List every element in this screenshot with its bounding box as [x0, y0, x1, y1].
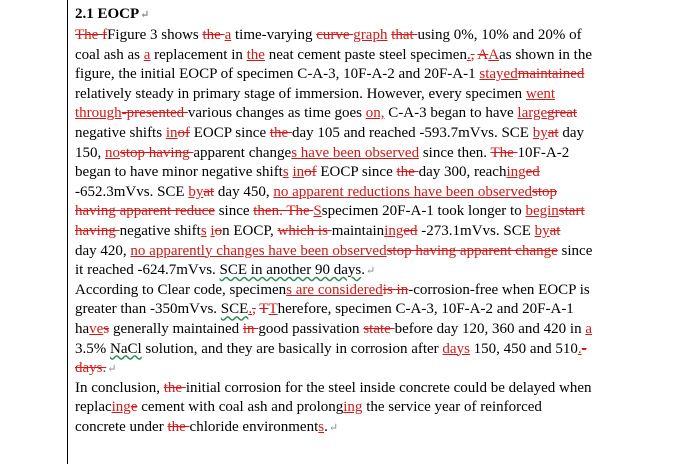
inserted-text: days	[442, 340, 470, 357]
section-heading-text: 2.1 EOCP	[75, 6, 140, 22]
text-line	[75, 26, 582, 45]
text-line	[75, 418, 338, 438]
inserted-text: T	[268, 301, 278, 318]
deleted-text: -	[581, 340, 587, 357]
text-line	[75, 144, 569, 163]
text-run: good passivation	[258, 321, 364, 337]
deleted-text: which is	[277, 223, 332, 239]
text-run: before day 120, 360 and 420 in	[394, 321, 586, 337]
text-run: generally maintained	[109, 321, 243, 337]
deleted-text: The	[490, 144, 518, 161]
deleted-text: in	[242, 321, 259, 337]
text-run: day 450,	[214, 183, 274, 200]
text-run: negative shifts	[75, 125, 166, 141]
text-run: apparent change	[193, 144, 292, 161]
inserted-text: .	[248, 301, 253, 318]
inserted-text: ve	[89, 321, 104, 337]
deleted-text: -presented	[121, 105, 188, 122]
text-run: EOCP since	[316, 164, 397, 181]
deleted-text: The f	[75, 27, 108, 43]
deleted-text: of	[177, 125, 190, 141]
text-run: 3.5%	[75, 340, 110, 357]
inserted-text: i	[210, 223, 215, 239]
deleted-text: e	[130, 399, 138, 416]
deleted-text: days.	[75, 360, 107, 377]
text-line	[75, 398, 542, 417]
text-line	[75, 242, 592, 261]
text-run: ha	[75, 321, 90, 337]
text-run: concrete under	[75, 419, 168, 435]
text-run: day	[558, 125, 584, 141]
deleted-text: T	[259, 301, 269, 318]
text-run: specimen 20F-A-1 took longer to	[321, 203, 526, 220]
inserted-text: .	[466, 46, 471, 63]
text-line	[75, 261, 375, 281]
text-line	[75, 85, 555, 104]
text-line	[75, 222, 560, 241]
inserted-text: by	[188, 183, 204, 200]
deleted-text: having apparent reduce	[75, 203, 215, 220]
deleted-text: stop	[532, 183, 558, 200]
text-line	[75, 124, 584, 143]
text-run: initial corrosion for the steel inside concrete could be delayed when	[185, 379, 592, 396]
inserted-text: in	[292, 164, 305, 181]
grammar-flagged-text: SCE in another 90 days	[219, 262, 362, 279]
text-run: .	[361, 262, 365, 279]
text-run: since then.	[419, 144, 491, 161]
inserted-text: ing	[343, 399, 363, 416]
deleted-text: ed	[525, 164, 540, 181]
inserted-text: .	[577, 340, 582, 357]
inserted-text: s have been observed	[291, 144, 420, 161]
deleted-text: curve	[316, 27, 354, 43]
text-line	[75, 65, 584, 84]
paragraph-mark-icon: ↵	[365, 265, 376, 278]
text-run: maintain	[331, 223, 385, 239]
text-run: time-varying	[231, 27, 317, 43]
inserted-text: by	[532, 125, 548, 141]
deleted-text: ed	[403, 223, 418, 239]
deleted-text: ,	[252, 301, 256, 318]
text-run: negative shift	[119, 223, 201, 239]
inserted-text: the	[246, 46, 265, 63]
text-run: C-A-3 began to have	[384, 105, 518, 122]
text-run: EOCP since	[190, 125, 270, 141]
deleted-text: stop having apparent change	[386, 242, 558, 259]
text-run: -652.3mVvs. SCE	[75, 183, 189, 200]
text-run: figure, the initial EOCP of specimen C-A-3, 10F-A-2 and 20F-A-1	[75, 66, 480, 83]
deleted-text: is in	[382, 281, 409, 298]
inserted-text: through	[75, 105, 122, 122]
text-run: -corrosion-free when EOCP is	[408, 281, 590, 298]
deleted-text: ,	[470, 46, 475, 63]
text-run: coal ash as	[75, 46, 144, 63]
deleted-text: A	[477, 46, 489, 63]
text-line	[75, 281, 590, 300]
text-run: replacement in	[150, 46, 247, 63]
text-run: Figure 3 shows	[107, 27, 203, 43]
text-run: day 300, reach	[418, 164, 507, 181]
text-run: chloride environment	[189, 419, 319, 435]
inserted-text: by	[534, 223, 550, 239]
text-line	[75, 340, 587, 359]
deleted-text: at	[549, 223, 561, 239]
text-run: using 0%, 10% and 20% of	[417, 27, 582, 43]
text-run: According to Clear code, specimen	[75, 281, 287, 298]
text-run: 150, 450 and 510	[469, 340, 578, 357]
inserted-text: s	[318, 419, 325, 435]
paragraph-mark-icon: ↵	[107, 363, 117, 376]
text-run: solution, and they are basically in corrosion after	[141, 340, 443, 357]
text-line	[75, 359, 116, 379]
deleted-text: then.	[253, 203, 287, 220]
grammar-flagged-text: NaCl	[110, 340, 142, 357]
inserted-text: a	[143, 46, 151, 63]
text-line	[75, 202, 585, 221]
inserted-text: ing	[384, 223, 404, 239]
inserted-text: large	[517, 105, 548, 122]
inserted-text: stayed	[479, 66, 518, 83]
paragraph-mark-icon: ↵	[140, 9, 150, 21]
text-line	[75, 46, 592, 65]
text-run: day 420,	[75, 242, 131, 259]
deleted-text: great	[547, 105, 578, 122]
deleted-text: the	[163, 379, 186, 396]
inserted-text: no apparently changes have been observed	[130, 242, 387, 259]
text-line	[75, 320, 592, 339]
inserted-text: in	[165, 125, 178, 141]
deleted-text: that	[391, 27, 418, 43]
deleted-text: maintained	[517, 66, 585, 83]
text-run: greater than -350mVvs.	[75, 301, 221, 318]
text-run: 10F-A-2	[517, 144, 570, 161]
deleted-text: the	[167, 419, 190, 435]
inserted-text: ing	[506, 164, 526, 181]
deleted-text: state	[363, 321, 395, 337]
text-run: replac	[75, 399, 112, 416]
text-run: In conclusion,	[75, 379, 164, 396]
deleted-text: having	[75, 223, 120, 239]
text-line	[75, 379, 592, 398]
inserted-text: a	[224, 27, 232, 43]
deleted-text: stop having	[120, 144, 194, 161]
text-run: n EOCP,	[222, 223, 278, 239]
text-line	[75, 163, 540, 182]
inserted-text: ing	[111, 399, 131, 416]
inserted-text: no apparent reductions have been observed	[273, 183, 532, 200]
deleted-text: s	[103, 321, 110, 337]
inserted-text: graph	[353, 27, 388, 43]
inserted-text: begin	[525, 203, 559, 220]
inserted-text: no	[105, 144, 120, 161]
grammar-flagged-text: SCE	[220, 301, 249, 318]
deleted-text: the	[396, 164, 419, 181]
inserted-text: s	[200, 223, 207, 239]
text-run: herefore, specimen C-A-3, 10F-A-2 and 20F-A-1	[277, 301, 574, 318]
text-line	[75, 300, 574, 319]
text-run: the service year of reinforced	[362, 399, 542, 416]
text-run: relatively steady in primary stage of immersion. However, every specimen	[75, 85, 526, 102]
text-run: since	[214, 203, 254, 220]
inserted-text: a	[585, 321, 593, 337]
section-heading	[75, 5, 149, 24]
deleted-text: The	[286, 203, 314, 220]
text-line	[75, 183, 557, 202]
text-run: .	[324, 419, 328, 435]
text-run: began to have minor negative shift	[75, 164, 283, 181]
deleted-text: start	[558, 203, 585, 220]
deleted-text: at	[203, 183, 215, 200]
deleted-text: of	[304, 164, 317, 181]
deleted-text: the	[202, 27, 225, 43]
deleted-text: o	[214, 223, 223, 239]
text-run: various changes as time goes	[187, 105, 366, 122]
text-line	[75, 104, 577, 123]
inserted-text: A	[488, 46, 500, 63]
inserted-text: on,	[365, 105, 385, 122]
text-run: 150,	[75, 144, 105, 161]
text-run: as shown in the	[499, 46, 592, 63]
paragraph-mark-icon: ↵	[328, 422, 339, 434]
deleted-text: at	[547, 125, 559, 141]
change-bar	[67, 0, 68, 464]
text-run: cement with coal ash and prolong	[137, 399, 344, 416]
text-run: neat cement paste steel specimen	[264, 46, 467, 63]
inserted-text: s	[282, 164, 289, 181]
text-run: since	[557, 242, 593, 259]
text-run: -273.1mVvs. SCE	[417, 223, 535, 239]
inserted-text: S	[313, 203, 322, 220]
inserted-text: s are considered	[286, 281, 383, 298]
inserted-text: went	[525, 85, 556, 102]
deleted-text: the	[269, 125, 292, 141]
text-run: it reached -624.7mVvs.	[75, 262, 220, 279]
text-run: day 105 and reached -593.7mVvs. SCE	[291, 125, 533, 141]
